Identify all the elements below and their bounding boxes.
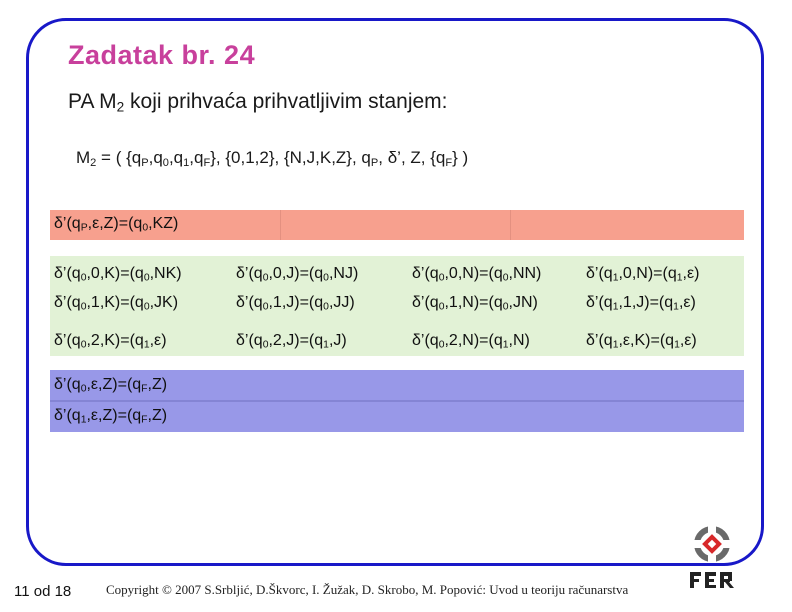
page-number: 11 od 18 (14, 583, 72, 600)
slide-title: Zadatak br. 24 (68, 40, 256, 70)
transition-cell: $\delta’(q_0,0,J)=(q_0,NJ)$ (236, 265, 359, 284)
slide-subtitle: PA $M_2$ koji prihvaća prihvatljivim stanjem: (68, 90, 448, 115)
transition-cell: $\delta’(q_0,2,K)=(q_1,\varepsilon)$ (54, 332, 167, 351)
row-divider (50, 400, 744, 402)
transition-cell: $\delta’(q_0,0,K)=(q_0,NK)$ (54, 265, 182, 284)
copyright-text: Copyright © 2007 S.Srbljić, D.Škvorc, I. Žužak, D. Skrobo, M. Popović: Uvod u teoriju računarstva (106, 582, 629, 597)
column-divider (510, 210, 511, 240)
transition-initial: $\delta’(q_P,\varepsilon,Z)=(q_0,KZ)$ (54, 215, 179, 234)
transition-band-accept (50, 370, 744, 432)
column-divider (280, 210, 281, 240)
transition-cell: $\delta’(q_0,2,J)=(q_1,J)$ (236, 332, 347, 351)
transition-cell: $\delta’(q_1,0,N)=(q_1,\varepsilon)$ (586, 265, 700, 284)
transition-band-reading (50, 256, 744, 356)
transition-cell: $\delta’(q_1,\varepsilon,K)=(q_1,\varepsilon)$ (586, 332, 697, 351)
transition-cell: $\delta’(q_0,\varepsilon,Z)=(q_F,Z)$ (54, 376, 168, 395)
transition-cell: $\delta’(q_0,1,K)=(q_0,JK)$ (54, 294, 179, 313)
transition-cell: $\delta’(q_0,2,N)=(q_1,N)$ (412, 332, 530, 351)
transition-cell: $\delta’(q_0,1,J)=(q_0,JJ)$ (236, 294, 355, 313)
transition-cell: $\delta’(q_0,1,N)=(q_0,JN)$ (412, 294, 538, 313)
transition-cell: $\delta’(q_0,0,N)=(q_0,NN)$ (412, 265, 542, 284)
transition-cell: $\delta’(q_1,1,J)=(q_1,\varepsilon)$ (586, 294, 696, 313)
automaton-definition: $M_2$ = ( $\{q_P,q_0,q_1,q_F\}$, {0,1,2}, {N,J,K,Z}, $q_P$, δ’, Z, $\{q_F\}$ ) (76, 148, 469, 169)
fer-logo-icon (690, 524, 734, 592)
transition-cell: $\delta’(q_1,\varepsilon,Z)=(q_F,Z)$ (54, 407, 168, 426)
transition-band-initial (50, 210, 744, 240)
